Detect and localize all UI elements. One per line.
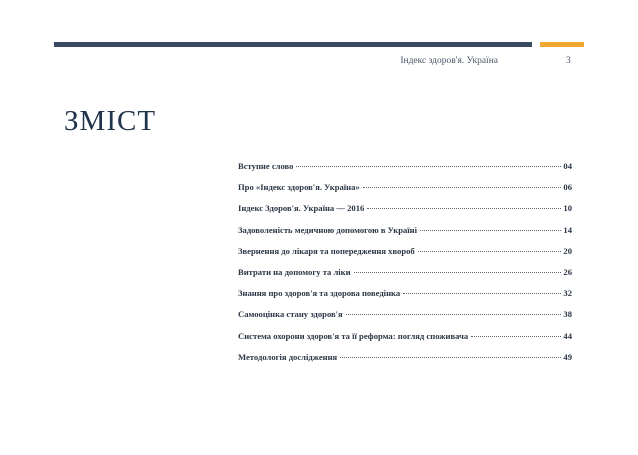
- toc-leader-dots: [418, 251, 562, 252]
- toc-item-page: 20: [563, 245, 572, 256]
- toc-item-page: 44: [563, 330, 572, 341]
- toc-leader-dots: [403, 293, 561, 294]
- toc-leader-dots: [296, 166, 561, 167]
- toc-item[interactable]: [238, 352, 572, 373]
- toc-leader-dots: [471, 336, 561, 337]
- toc-item-label: Система охорони здоров'я та її реформа: погляд споживача: [238, 330, 469, 341]
- toc-item-page: 49: [563, 351, 572, 362]
- toc-leader-dots: [354, 272, 562, 273]
- toc-item-page: 06: [563, 182, 572, 193]
- toc-leader-dots: [420, 230, 561, 231]
- page-title: ЗМІСТ: [64, 105, 157, 138]
- toc-item-page: 32: [563, 288, 572, 299]
- toc-item[interactable]: [238, 182, 572, 203]
- toc-item-label: Знання про здоров'я та здорова поведінка: [238, 288, 401, 299]
- toc-item-label: Індекс Здоров'я. Україна — 2016: [238, 203, 365, 214]
- header-accent-bar: [540, 42, 584, 47]
- toc-item[interactable]: [238, 225, 572, 246]
- toc-item-label: Самооцінка стану здоров'я: [238, 309, 343, 320]
- toc-item[interactable]: [238, 203, 572, 224]
- toc-leader-dots: [340, 357, 561, 358]
- toc-item[interactable]: [238, 246, 572, 267]
- toc-item-page: 14: [563, 224, 572, 235]
- toc-item[interactable]: [238, 161, 572, 182]
- toc-item-page: 10: [563, 203, 572, 214]
- toc-leader-dots: [367, 208, 561, 209]
- toc-item-page: 26: [563, 266, 572, 277]
- toc-item-page: 38: [563, 309, 572, 320]
- toc-item-label: Про «Індекс здоров'я. Україна»: [238, 182, 360, 193]
- toc-item-label: Вступне слово: [238, 161, 294, 171]
- page-number: 3: [566, 56, 571, 66]
- toc-item-page: 04: [563, 161, 572, 171]
- toc-item-label: Звернення до лікаря та попередження хвороб: [238, 245, 415, 256]
- toc-item-label: Задоволеність медичною допомогою в Україні: [238, 224, 418, 235]
- toc-item-label: Витрати на допомогу та ліки: [238, 266, 351, 277]
- toc-item-label: Методологія дослідження: [238, 351, 338, 362]
- header-bar: [54, 42, 532, 47]
- table-of-contents: [238, 161, 572, 373]
- toc-item[interactable]: [238, 288, 572, 309]
- running-header-title: Індекс здоров'я. Україна: [400, 56, 498, 66]
- toc-leader-dots: [363, 187, 562, 188]
- toc-leader-dots: [346, 314, 562, 315]
- toc-item[interactable]: [238, 309, 572, 330]
- toc-item[interactable]: [238, 331, 572, 352]
- toc-item[interactable]: [238, 267, 572, 288]
